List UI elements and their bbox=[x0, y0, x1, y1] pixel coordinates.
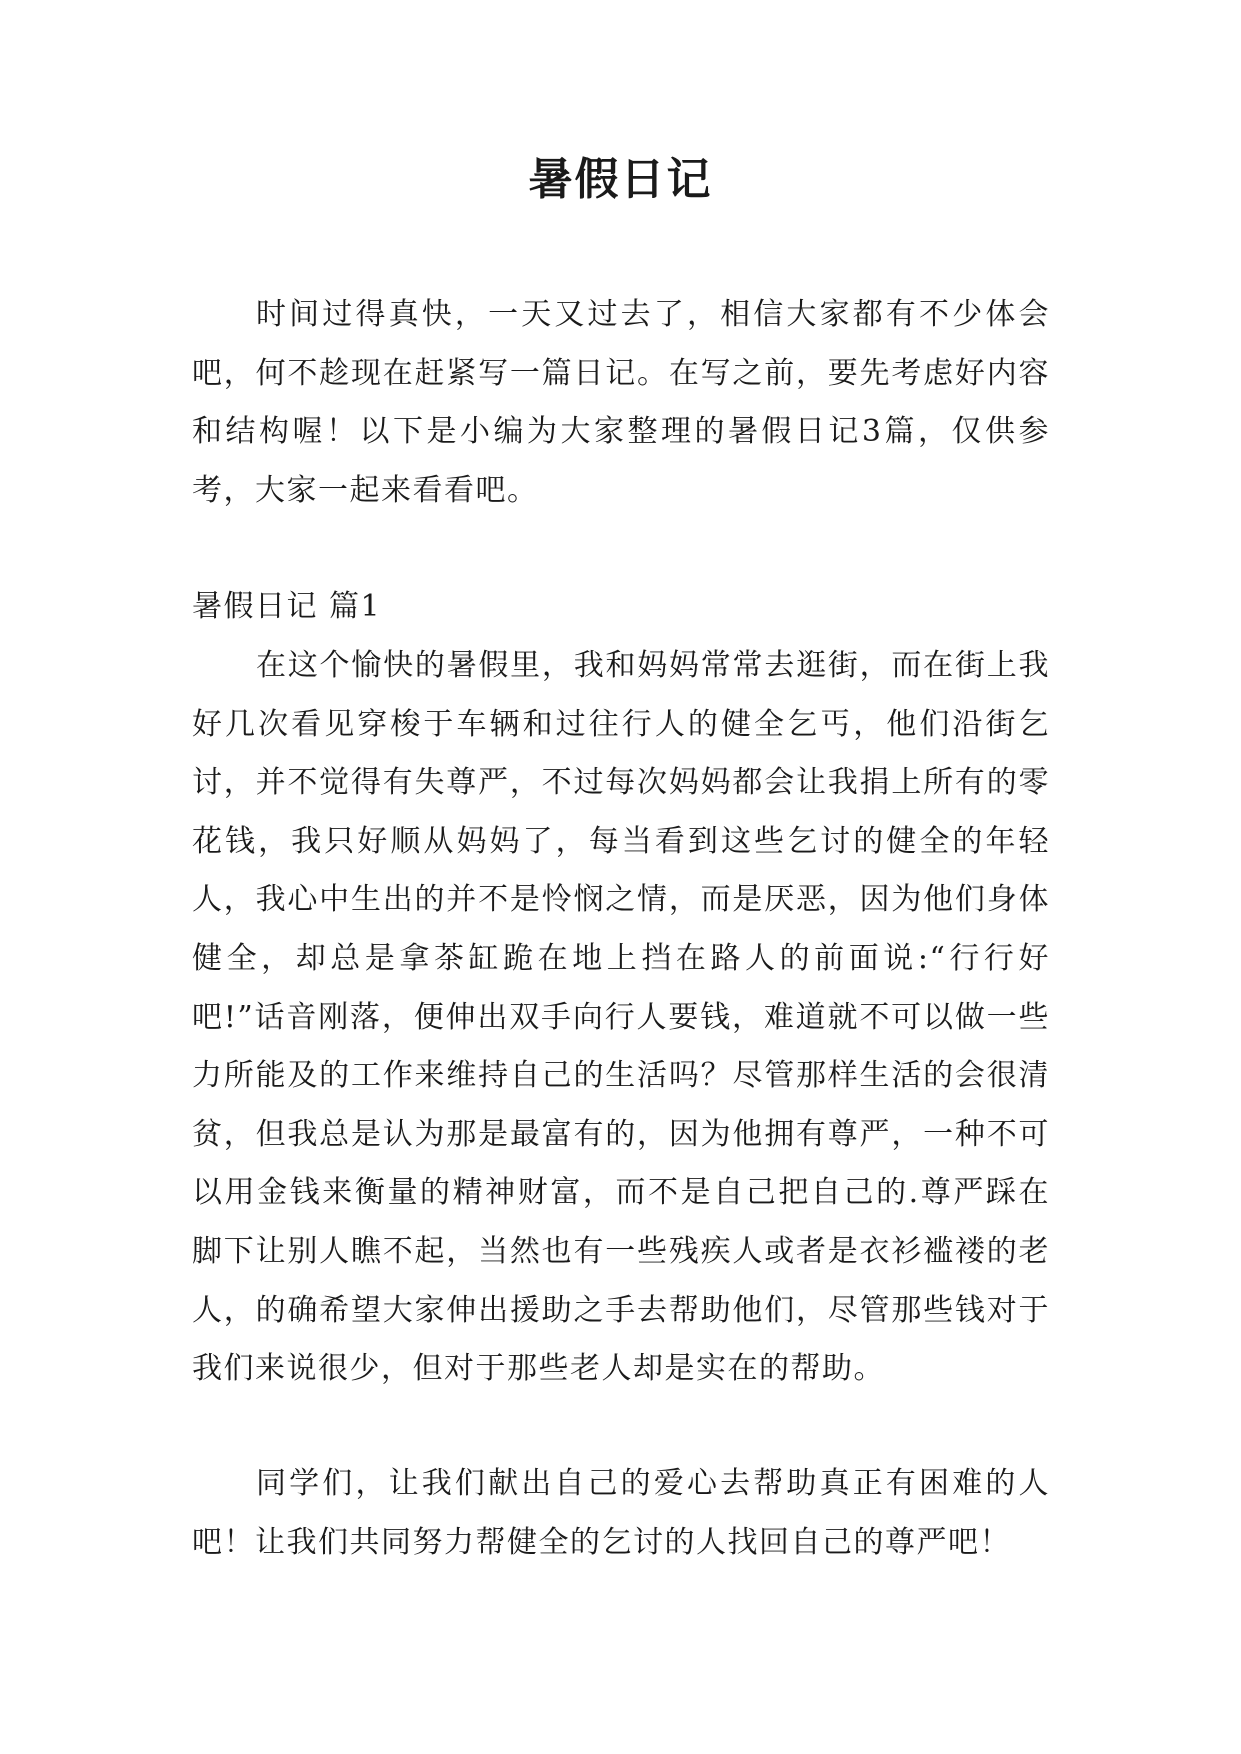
page-title: 暑假日记 bbox=[528, 154, 713, 205]
body-paragraph-2: 同学们，让我们献出自己的爱心去帮助真正有困难的人吧！让我们共同努力帮健全的乞讨的人找回自己的尊严吧！ bbox=[192, 1466, 1050, 1560]
section-heading: 暑假日记 篇1 bbox=[192, 589, 382, 624]
intro-paragraph: 时间过得真快，一天又过去了，相信大家都有不少体会吧，何不趁现在赶紧写一篇日记。在写之前，要先考虑好内容和结构喔！以下是小编为大家整理的暑假日记3篇，仅供参考，大家一起来看看吧。 bbox=[192, 297, 1050, 508]
body-paragraph-1: 在这个愉快的暑假里，我和妈妈常常去逛街，而在街上我好几次看见穿梭于车辆和过往行人的健全乞丐，他们沿街乞讨，并不觉得有失尊严，不过每次妈妈都会让我捐上所有的零花钱，我只好顺从妈妈了，每当看到这些乞讨的健全的年轻人，我心中生出的并不是怜悯之情，而是厌恶，因为他们身体健全，却总是拿茶缸跪在地上挡在路人的前面说:“行行好吧!”话音刚落，便伸出双手向行人要钱，难道就不可以做一些力所能及的工作来维持自己的生活吗？尽管那样生活的会很清贫，但我总是认为那是最富有的，因为他拥有尊严，一种不可以用金钱来衡量的精神财富，而不是自己把自己的.尊严踩在脚下让别人瞧不起，当然也有一些残疾人或者是衣衫褴褛的老人，的确希望大家伸出援助之手去帮助他们，尽管那些钱对于我们来说很少，但对于那些老人却是实在的帮助。 bbox=[192, 648, 1050, 1387]
